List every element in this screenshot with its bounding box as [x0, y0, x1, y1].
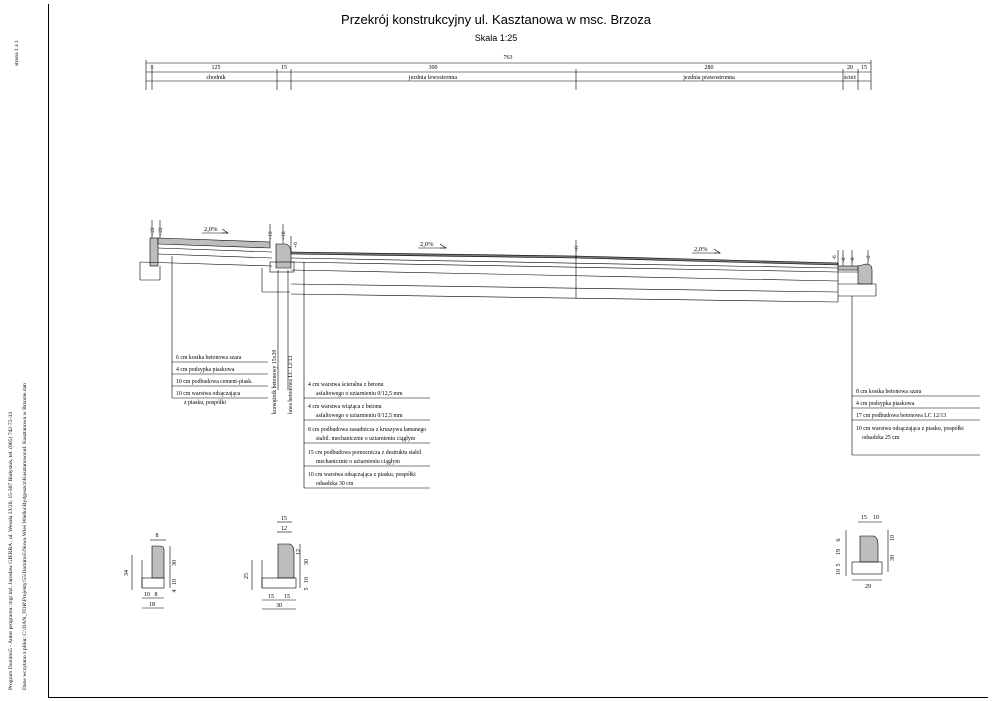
detail-mid-b1: 15: [268, 594, 274, 600]
road-layer-1b: asfaltowego o uziarnieniu 0/12,5 mm: [316, 391, 403, 397]
road-layer-3b: stabil. mechanicznie o uziarnieniu ciągłym: [316, 436, 416, 442]
detail-mid-r2: 30: [304, 559, 310, 565]
detail-left-r2: 10: [172, 579, 178, 585]
detail-right-l2: 19: [836, 549, 842, 555]
detail-left-top: 8: [155, 533, 159, 539]
road-layer-2b: asfaltowego o uziarnieniu 0/12,5 mm: [316, 413, 403, 419]
detail-mid-r1: 12: [296, 549, 302, 555]
section-name-path: ścież: [844, 75, 856, 81]
slope-right-lane: 2,0%: [694, 246, 708, 253]
curb-bed-label: ława betonowa LC 12/13: [288, 355, 294, 414]
detail-mid-r3: 10: [304, 577, 310, 583]
detail-right-curb: [846, 522, 888, 580]
path-layer-3: 17 cm podbudowa betonowa LC 12/13: [856, 413, 947, 419]
detail-right-r2: 30: [890, 555, 896, 561]
section-name-left-lane: jezdnia lewostronna: [408, 75, 458, 81]
dim-seg-7: 15: [861, 65, 867, 71]
sidebar-file-line: Dane wczytano z pliku: C:\DAN_TOR\Projekty\55\Domino5\Nowa Wieś Wielka\Bydgoszcz\Kasztanowa\ul. Kasztanowa w Brzozie.dan: [22, 383, 28, 690]
dim-seg-3: 15: [281, 65, 287, 71]
road-layer-5b: odsadzka 30 cm: [316, 481, 354, 487]
sidewalk-section: [140, 238, 272, 280]
detail-mid-left: 25: [244, 573, 250, 579]
detail-left-b2: 8: [154, 592, 158, 598]
dim-seg-2: 125: [211, 65, 221, 71]
roadway-section: [291, 252, 838, 302]
sidewalk-layer-3: 10 cm podbudowa cement-piask.: [176, 379, 253, 385]
drawing-scale: Skala 1:25: [474, 33, 518, 43]
detail-right-t1: 15: [861, 515, 867, 521]
page-number: strona 1 z 1: [14, 40, 20, 66]
sidewalk-layer-1: 6 cm kostka betonowa szara: [176, 355, 242, 361]
detail-left-r3: 4: [172, 589, 178, 593]
detail-right-t2: 10: [873, 515, 879, 521]
detail-right-l3: 5: [836, 563, 842, 567]
elev-5: +6: [293, 242, 299, 248]
dim-total: 763: [503, 55, 513, 61]
dim-seg-5: 280: [704, 65, 714, 71]
road-layer-1a: 4 cm warstwa ścieralna z betonu: [308, 382, 384, 388]
curb-label: krawężnik betonowy 15x30: [272, 349, 278, 414]
path-layer-4b: odsadzka 25 cm: [862, 435, 900, 441]
elev-6: +0: [574, 246, 580, 252]
detail-left-curb: [132, 540, 170, 608]
drawing-title: Przekrój konstrukcyjny ul. Kasztanowa w msc. Brzoza: [341, 12, 651, 27]
section-name-right-lane: jezdnia prawostronna: [683, 75, 735, 81]
detail-right-r1: 10: [890, 535, 896, 541]
dimension-chain: [146, 60, 871, 90]
sidebar-author-line: Program Domino5 - Autor programu: mgr inż. Jarosław GIERBA , ul. Wesoła 23/20, 15-307 Białystok, tel. (085) 742-72-33: [8, 411, 14, 690]
slope-sidewalk: 2,0%: [204, 226, 218, 233]
road-layer-3a: 8 cm podbudowa zasadnicza z kruszywa łamanego: [308, 427, 427, 433]
section-name-sidewalk: chodnik: [206, 75, 226, 81]
path-layer-4a: 10 cm warstwa odsączająca z piasku, pospółki: [856, 426, 964, 432]
dim-seg-6: 20: [847, 65, 853, 71]
elev-2: +22: [158, 227, 164, 236]
detail-mid-r4: 5: [304, 587, 310, 591]
elev-10: -2: [866, 255, 872, 260]
detail-left-side: 34: [124, 570, 130, 576]
road-layer-4a: 15 cm podbudowa pomocnicza z destruktu stabil: [308, 450, 422, 456]
path-layer-1: 8 cm kostka betonowa szara: [856, 389, 922, 395]
path-section: [838, 264, 876, 296]
detail-middle-curb: [252, 522, 300, 609]
detail-right-bottom: 29: [865, 584, 871, 590]
road-layer-2a: 4 cm warstwa wiążąca z betonu: [308, 404, 382, 410]
dim-seg-4: 300: [428, 65, 438, 71]
detail-left-r1: 30: [172, 560, 178, 566]
detail-left-b1: 10: [144, 592, 150, 598]
elev-4: +18: [281, 231, 287, 240]
sidewalk-layer-4b: z piasku, pospółki: [184, 400, 227, 406]
detail-right-l4: 10: [836, 569, 842, 575]
slope-left-lane: 2,0%: [420, 241, 434, 248]
detail-mid-b2: 15: [284, 594, 290, 600]
elev-7: -6: [832, 255, 838, 260]
detail-left-bottom: 18: [149, 602, 155, 608]
dim-seg-1: 8: [150, 65, 154, 71]
road-layer-5a: 10 cm warstwa odsączająca z piasku, pospółki: [308, 472, 416, 478]
sidewalk-layer-4a: 10 cm warstwa odsączająca: [176, 391, 241, 397]
sidewalk-layer-2: 4 cm podsypka piaskowa: [176, 367, 235, 373]
elev-3: +19: [268, 231, 274, 240]
road-layer-4b: mechanicznie o uziarnieniu ciągłym: [316, 459, 400, 465]
detail-mid-bottom: 30: [276, 603, 282, 609]
path-layer-2: 4 cm podsypka piaskowa: [856, 401, 915, 407]
elev-8: -8: [841, 257, 847, 262]
elev-9: -8: [850, 257, 856, 262]
detail-mid-top: 15: [281, 516, 287, 522]
detail-right-l1: 6: [836, 538, 842, 542]
detail-mid-top2: 12: [281, 526, 287, 532]
elev-1: +22: [150, 227, 156, 236]
